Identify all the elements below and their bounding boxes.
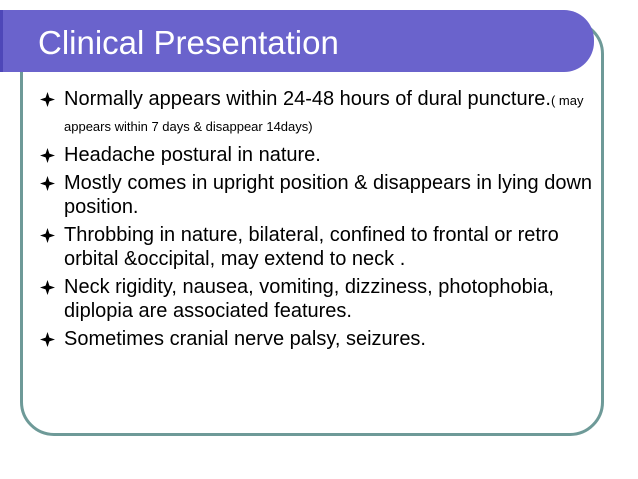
title-accent [0, 10, 3, 72]
bullet-item [40, 171, 598, 219]
bullet-text: Mostly comes in upright position & disappears in lying down position. [64, 172, 593, 218]
bullet-item [40, 327, 598, 351]
bullet-text: Throbbing in nature, bilateral, confined to frontal or retro orbital &occipital, may extend to neck . [64, 224, 559, 270]
bullet-item [40, 275, 598, 323]
bullet-item [40, 87, 598, 139]
bullet-note: ( may appears within 7 days & disappear 14days) [64, 93, 584, 134]
title-bar [0, 10, 594, 72]
four-point-star-bullet-icon [40, 92, 55, 107]
four-point-star-bullet-icon [40, 280, 55, 295]
bullet-text: Neck rigidity, nausea, vomiting, dizziness, photophobia, diplopia are associated features. [64, 276, 554, 322]
four-point-star-bullet-icon [40, 148, 55, 163]
bullet-text: Sometimes cranial nerve palsy, seizures. [64, 328, 426, 350]
four-point-star-bullet-icon [40, 176, 55, 191]
bullet-item [40, 223, 598, 271]
bullet-text: Headache postural in nature. [64, 144, 321, 166]
bullet-list [40, 87, 598, 355]
bullet-text: Normally appears within 24-48 hours of dural puncture. [64, 88, 551, 110]
slide-title: Clinical Presentation [38, 24, 339, 61]
bullet-item [40, 143, 598, 167]
four-point-star-bullet-icon [40, 332, 55, 347]
four-point-star-bullet-icon [40, 228, 55, 243]
